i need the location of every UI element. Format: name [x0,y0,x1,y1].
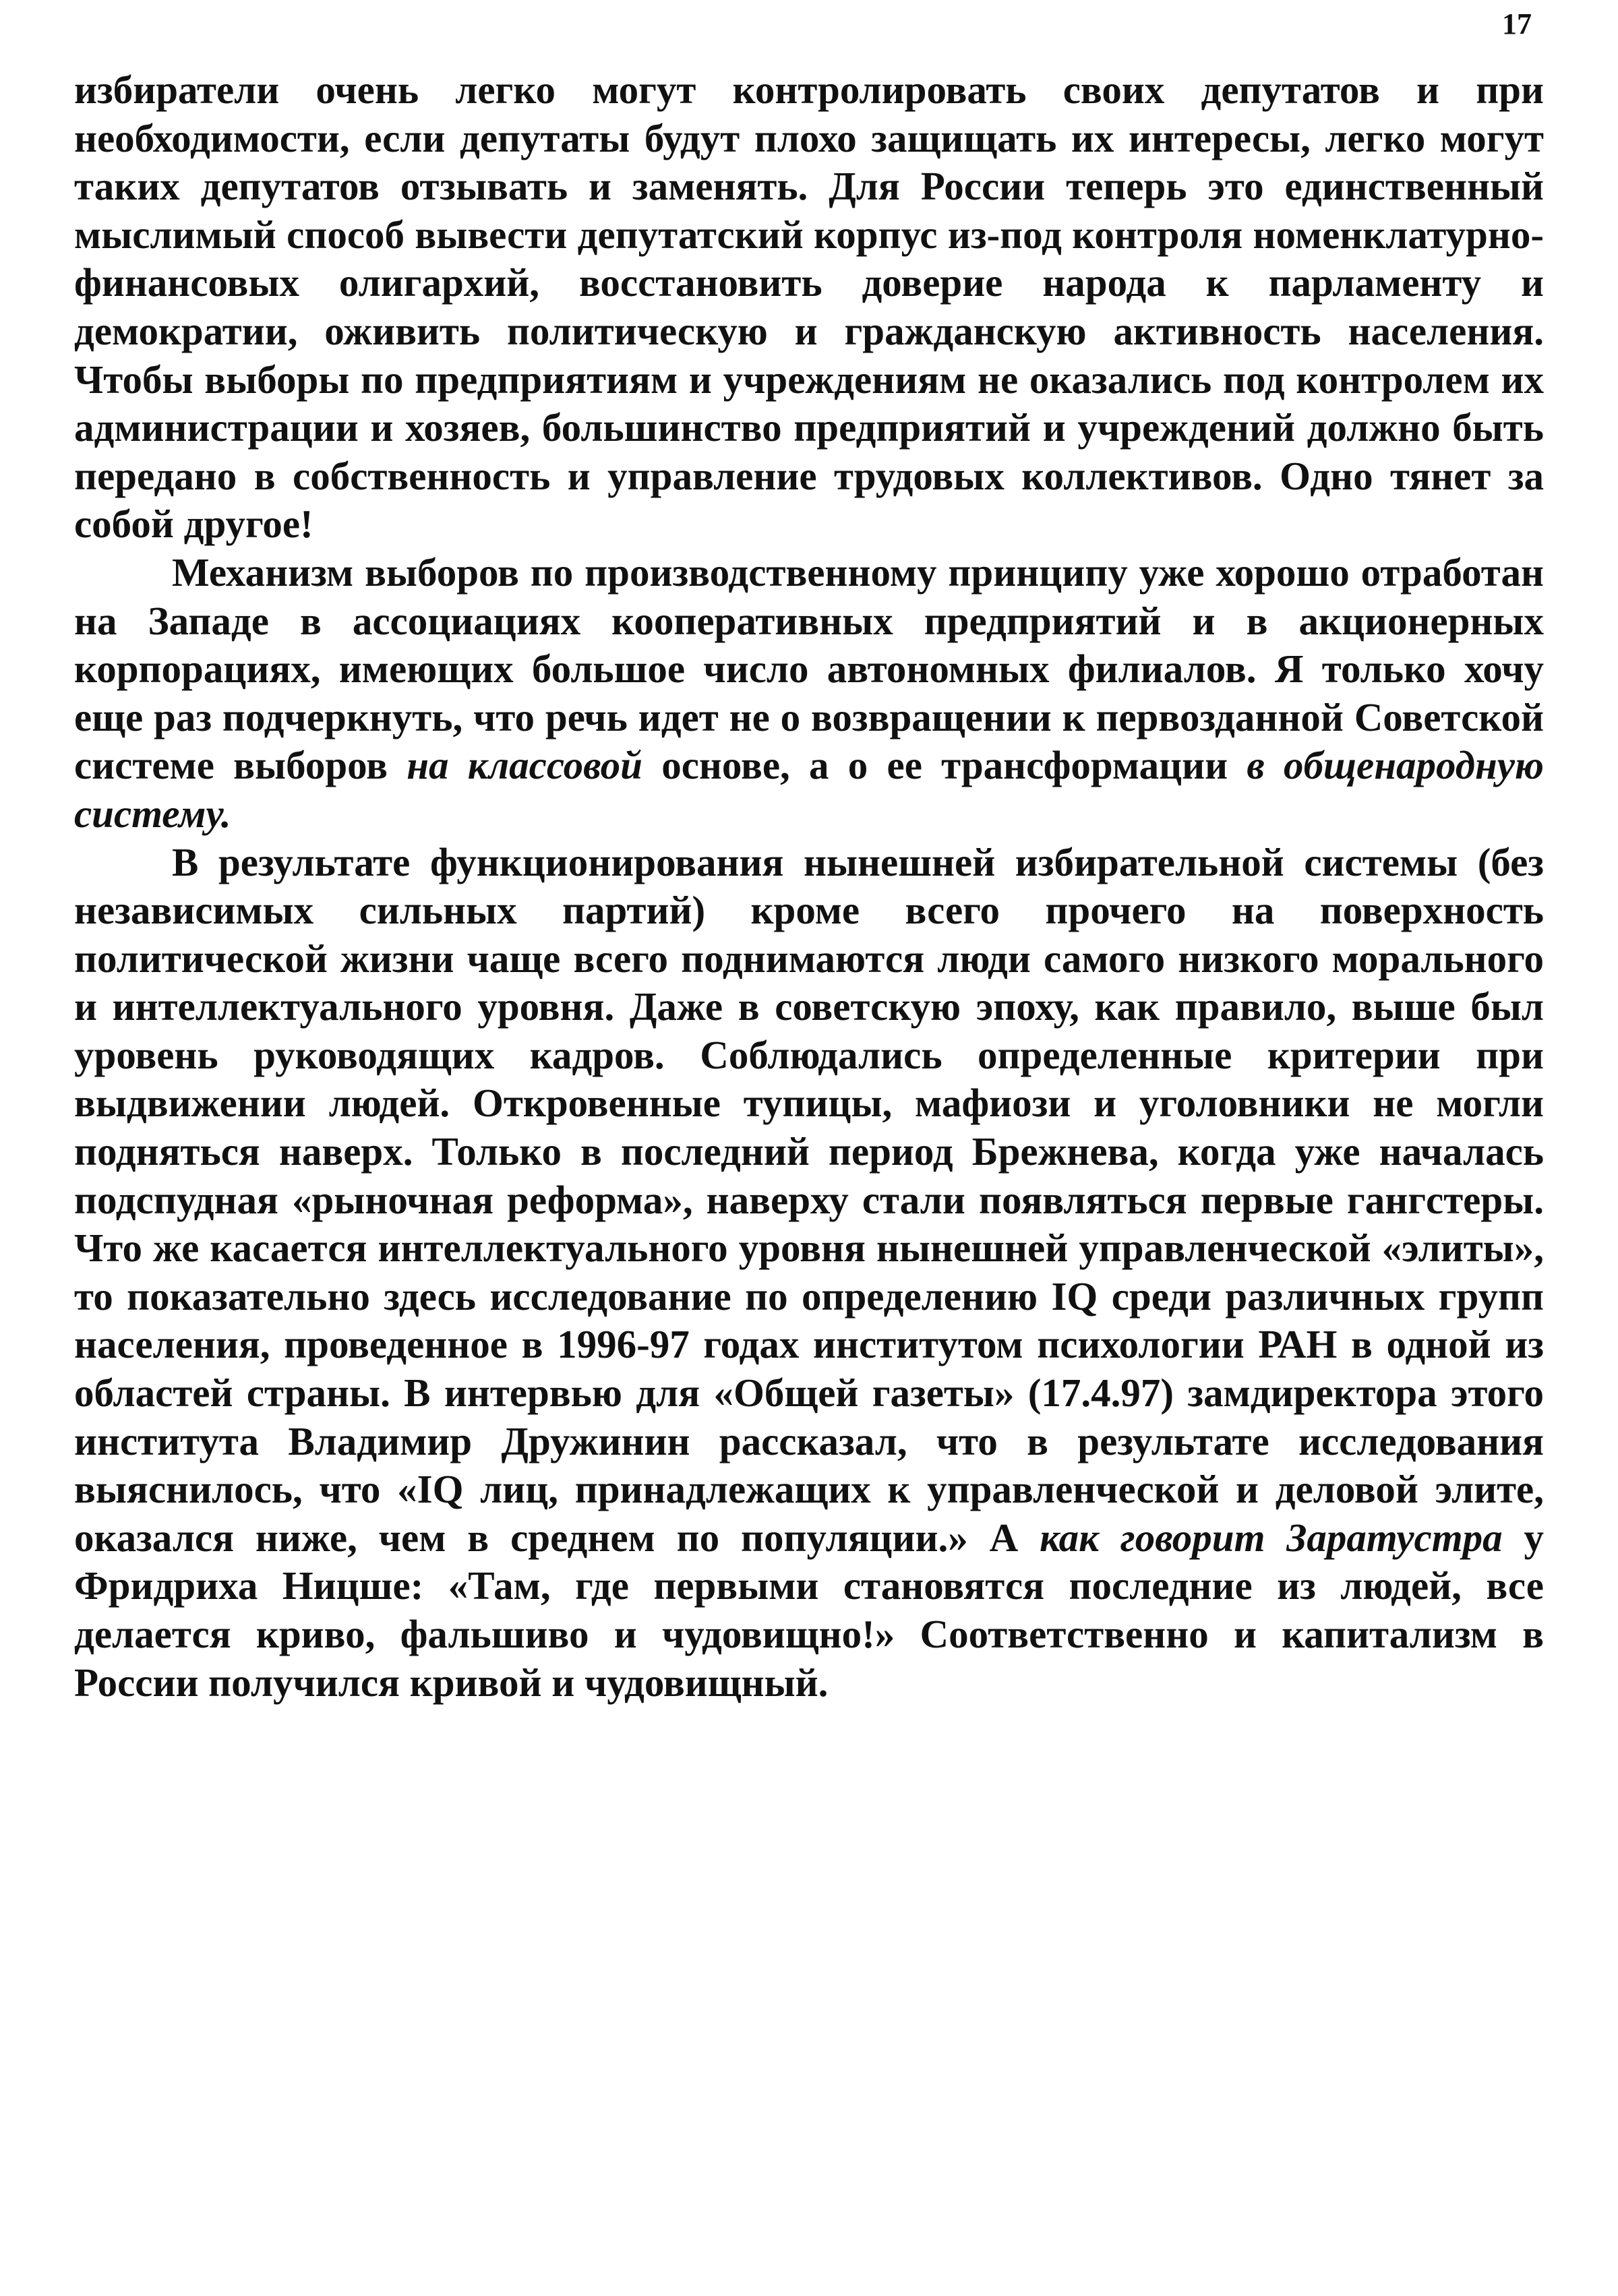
paragraph-3-emphasis: как говорит Заратустра [1040,1515,1503,1560]
paragraph-3-text-2: у Фридриха Ницше: «Там, где первыми становятся последние из людей, все делается криво, фальшиво и чудовищно!» Соответственно и капитализм в России получился кривой и чудовищный. [74,1515,1544,1705]
paragraph-1-text: избиратели очень легко могут контролировать своих депутатов и при необходимости, если депутаты будут плохо защищать их интересы, легко могут таких депутатов отзывать и заменять. Для России теперь это единственный мыслимый способ вывести депутатский корпус из-под контроля номенклатурно-финансовых олигархий, восстановить доверие народа к парламенту и демократии, оживить политическую и гражданскую активность населения. Чтобы выборы по предприятиям и учреждениям не оказались под контролем их администрации и хозяев, большинство предприятий и учреждений должно быть передано в собственность и управление трудовых коллективов. Одно тянет за собой другое! [74,67,1544,547]
paragraph-1 [74,66,1544,549]
paragraph-3 [74,839,1544,1708]
paragraph-2-text-2: основе, а о ее трансформации [642,743,1247,788]
paragraph-3-text-1: В результате функционирования нынешней избирательной системы (без независимых сильных партий) кроме всего прочего на поверхность политической жизни чаще всего поднимаются люди самого низкого морального и интеллектуального уровня. Даже в советскую эпоху, как правило, выше был уровень руководящих кадров. Соблюдались определенные критерии при выдвижении людей. Откровенные тупицы, мафиози и уголовники не могли подняться наверх. Только в последний период Брежнева, когда уже началась подспудная «рыночная реформа», наверху стали появляться первые гангстеры. Что же касается интеллектуального уровня нынешней управленческой «элиты», то показательно здесь исследование по определению IQ среди различных групп населения, проведенное в 1996-97 годах институтом психологии РАН в одной из областей страны. В интервью для «Общей газеты» (17.4.97) замдиректора этого института Владимир Дружинин рассказал, что в результате исследования выяснилось, что «IQ лиц, принадлежащих к управленческой и деловой элите, оказался ниже, чем в среднем по популяции.» А [74,839,1544,1560]
paragraph-2 [74,549,1544,839]
paragraph-2-text-1: Механизм выборов по производственному принципу уже хорошо отработан на Западе в ассоциациях кооперативных предприятий и в акционерных корпорациях, имеющих большое число автономных филиалов. Я только хочу еще раз подчеркнуть, что речь идет не о возвращении к первозданной Советской системе выборов [74,549,1544,788]
document-body [74,66,1544,1707]
paragraph-2-emphasis-1: на классовой [407,743,642,788]
page-number: 17 [1502,7,1532,40]
paragraph-2-emphasis-2: в общенародную систему. [74,743,1544,836]
